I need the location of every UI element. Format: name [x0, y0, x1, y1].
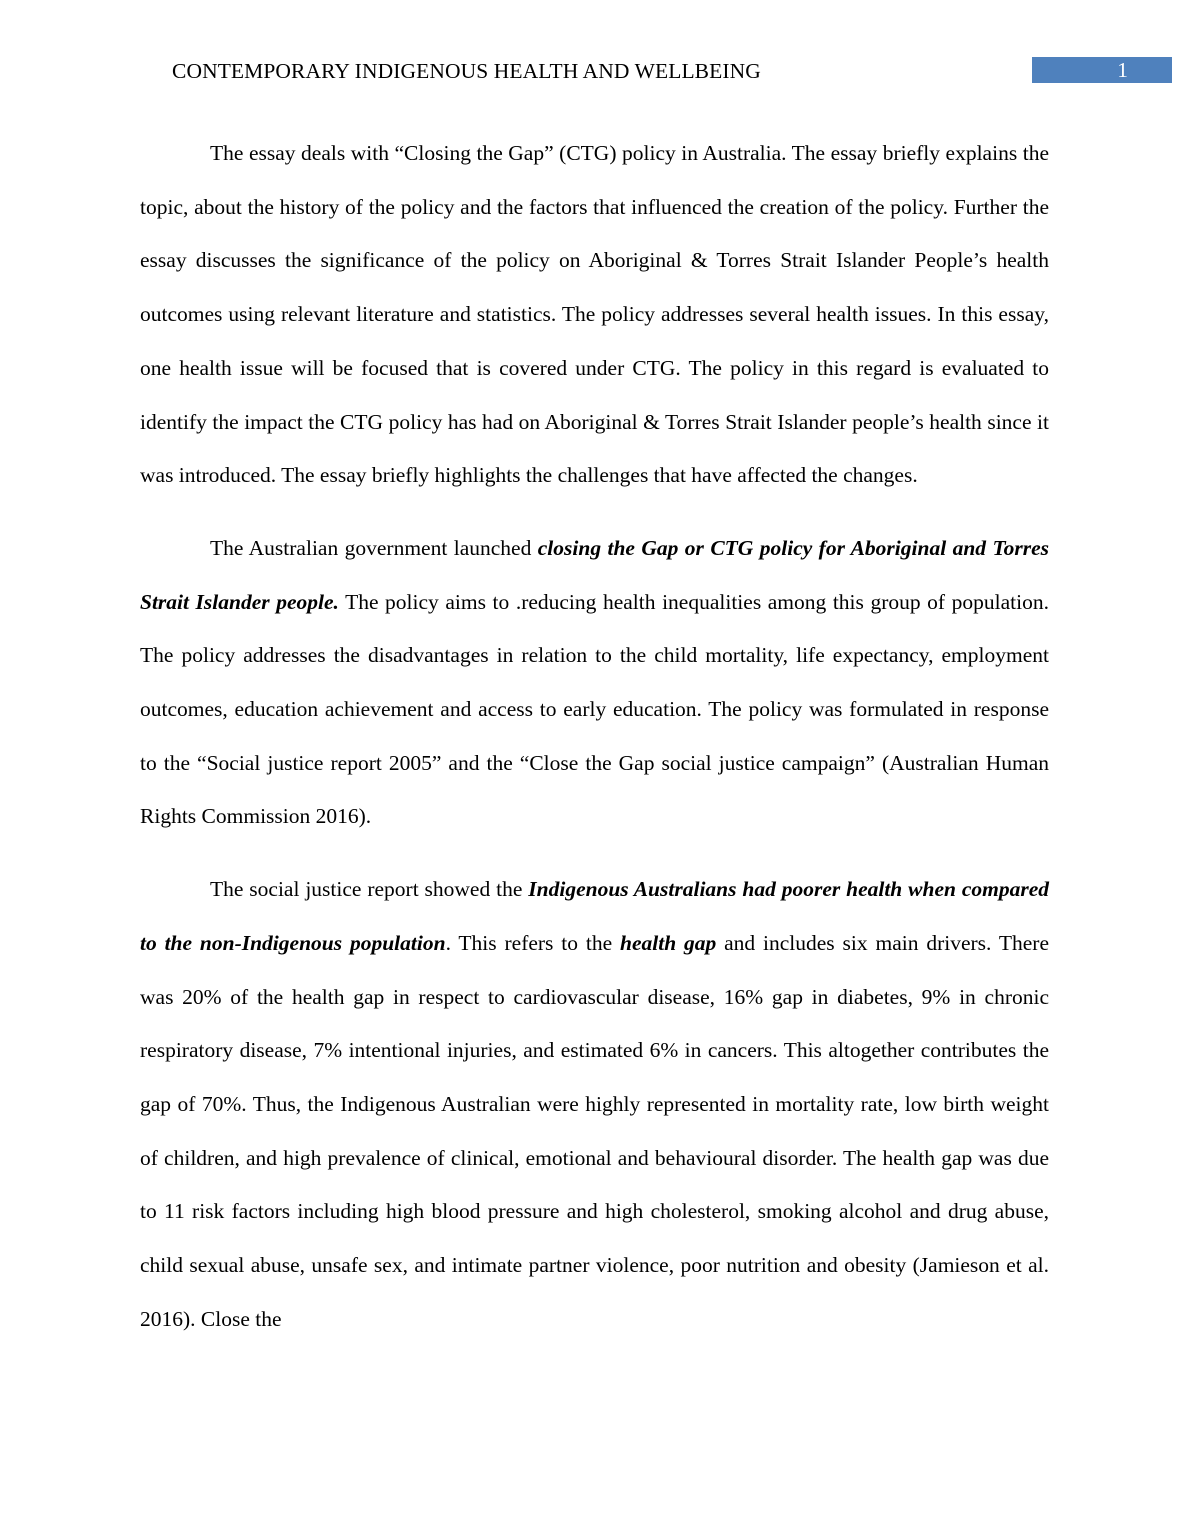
emphasized-text: health gap — [620, 930, 717, 955]
paragraph-text: The policy aims to .reducing health inequalities among this group of population. The policy addresses the disadvantages in relation to the child mortality, life expectancy, employment outcomes, education achievement and access to early education. The policy was formulated in response to the “Social justice report 2005” and the “Close the Gap social justice campaign” (Australian Human Rights Commission 2016). — [140, 589, 1049, 829]
emphasized-text: closing the Gap or CTG policy for Aboriginal and Torres Strait Islander people. — [140, 535, 1049, 614]
paragraph-social-justice-report — [140, 863, 1049, 1346]
emphasized-text: Indigenous Australians had poorer health when compared to the non-Indigenous population — [140, 877, 1049, 955]
paragraph-text: The social justice report showed the — [210, 877, 529, 902]
paragraph-text: The Australian government launched — [210, 535, 538, 560]
essay-body — [140, 127, 1049, 1365]
header-title: CONTEMPORARY INDIGENOUS HEALTH AND WELLBEING — [172, 59, 761, 83]
page-number: 1 — [1117, 58, 1128, 82]
paragraph-introduction: The essay deals with “Closing the Gap” (CTG) policy in Australia. The essay briefly explains the topic, about the history of the policy and the factors that influenced the creation of the policy. Further the essay discusses the significance of the policy on Aboriginal & Torres Strait Islander People’s health outcomes using relevant literature and statistics. The policy addresses several health issues. In this essay, one health issue will be focused that is covered under CTG. The policy in this regard is evaluated to identify the impact the CTG policy has had on Aboriginal & Torres Strait Islander people’s health since it was introduced. The essay briefly highlights the challenges that have affected the changes. — [140, 141, 1049, 488]
page-number-box — [1032, 57, 1172, 83]
paragraph-ctg-policy — [140, 522, 1049, 844]
paragraph-text: and includes six main drivers. There was 20% of the health gap in respect to cardiovascular disease, 16% gap in diabetes, 9% in chronic respiratory disease, 7% intentional injuries, and estimated 6% in cancers. This altogether contributes the gap of 70%. Thus, the Indigenous Australian were highly represented in mortality rate, low birth weight of children, and high prevalence of clinical, emotional and behavioural disorder. The health gap was due to 11 risk factors including high blood pressure and high cholesterol, smoking alcohol and drug abuse, child sexual abuse, unsafe sex, and intimate partner violence, poor nutrition and obesity (Jamieson et al. 2016). Close the — [140, 930, 1050, 1331]
paragraph-text: . This refers to the — [445, 930, 620, 955]
